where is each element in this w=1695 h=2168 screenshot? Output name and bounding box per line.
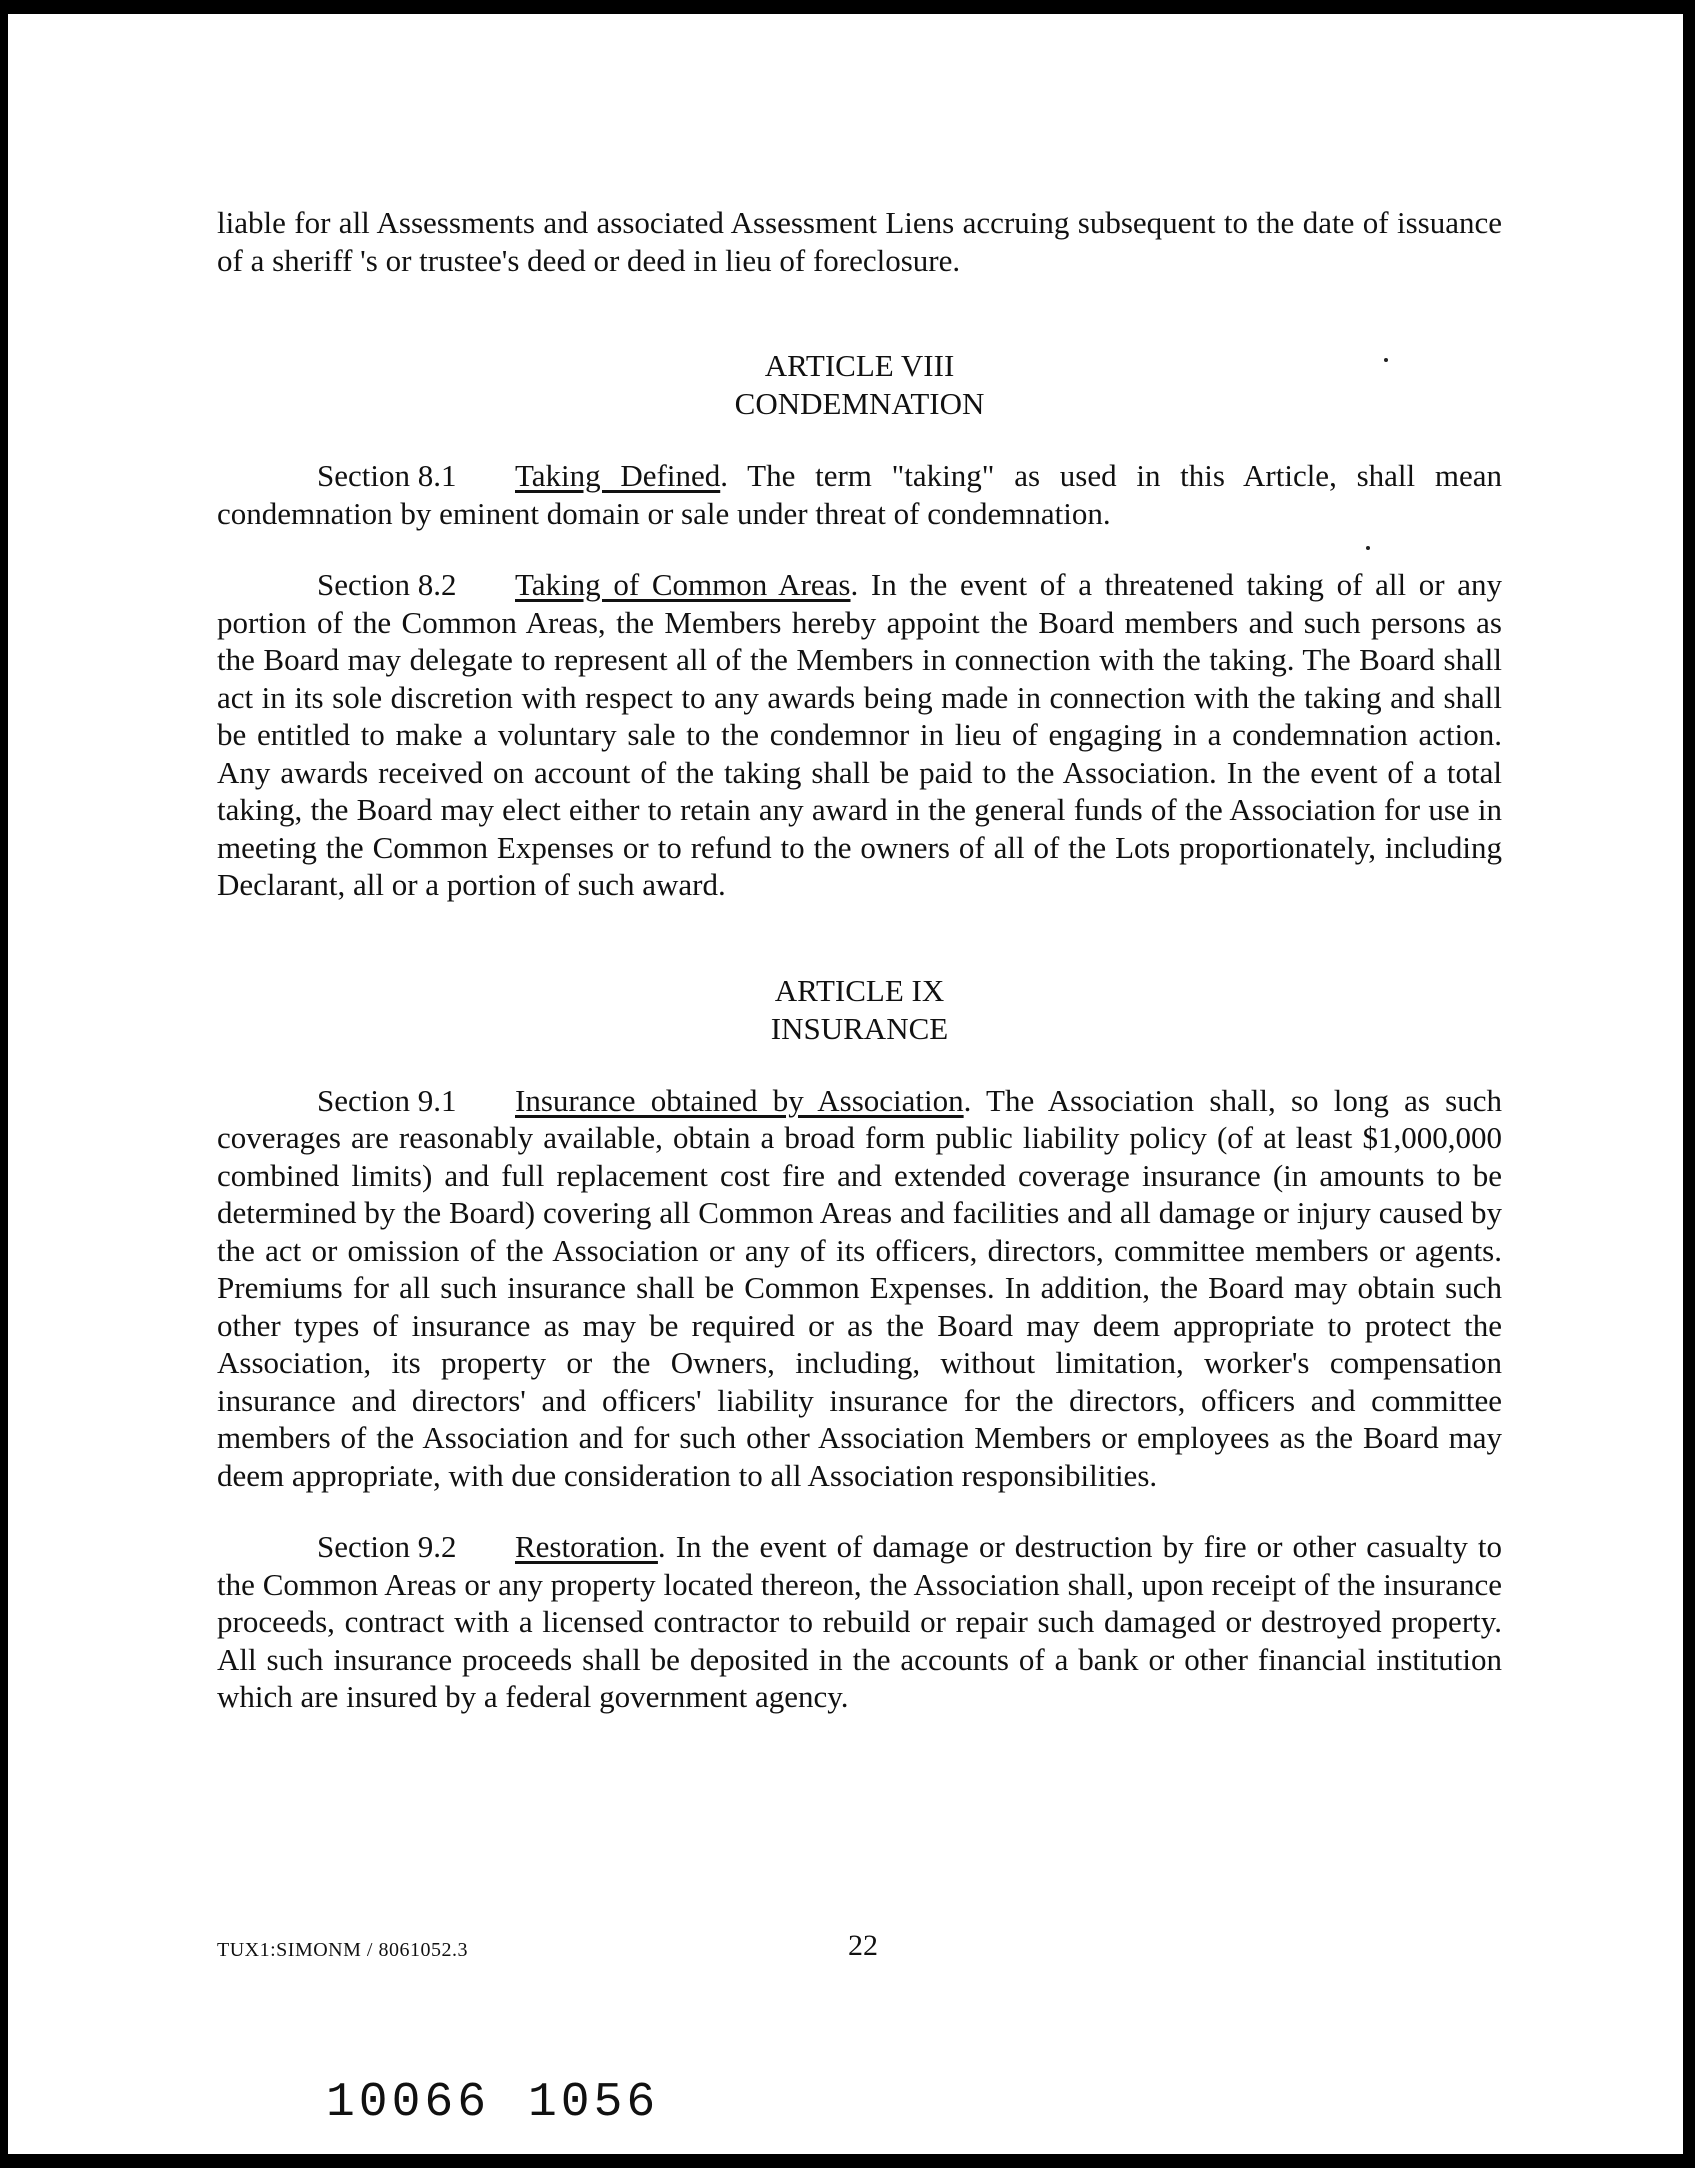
section-title: Taking of Common Areas: [515, 567, 851, 602]
section-body: . In the event of damage or destruction by fire or other casualty to the Common Areas or any property located thereon, the Association shall, upon receipt of the insurance proceeds, contract with a licensed contractor to rebuild or repair such damaged or destroyed property. All such insurance proceeds shall be deposited in the accounts of a bank or other financial institution which are insured by a federal government agency.: [217, 1529, 1502, 1714]
section-body: . In the event of a threatened taking of all or any portion of the Common Areas, the Members hereby appoint the Board members and such persons as the Board may delegate to represent all of the Members in connection with the taking. The Board shall act in its sole discretion with respect to any awards being made in connection with the taking and shall be entitled to make a voluntary sale to the condemnor in lieu of engaging in a condemnation action. Any awards received on account of the taking shall be paid to the Association. In the event of a total taking, the Board may elect either to retain any award in the general funds of the Association for use in meeting the Common Expenses or to refund to the owners of all of the Lots proportionately, including Declarant, all or a portion of such award.: [217, 567, 1503, 902]
section-title: Taking Defined: [515, 458, 721, 493]
section-9-2: [217, 1528, 1502, 1716]
document-code: TUX1:SIMONM / 8061052.3: [217, 1939, 468, 1961]
section-title: Restoration: [515, 1529, 658, 1564]
section-number: Section 9.1: [317, 1082, 457, 1118]
article-ix-heading: [217, 972, 1502, 1048]
article-number: ARTICLE IX: [774, 972, 945, 1008]
article-title: CONDEMNATION: [734, 386, 985, 421]
recording-page-number: 1056: [528, 2076, 660, 2130]
section-9-1: [217, 1082, 1502, 1495]
document-page: [8, 14, 1683, 2154]
article-viii-heading: [217, 347, 1502, 423]
section-body: . The term "taking" as used in this Article, shall mean condemnation by eminent domain or sale under threat of condemnation.: [217, 458, 1502, 531]
section-8-1: [217, 457, 1502, 532]
section-8-2: [217, 566, 1502, 904]
section-number: Section 9.2: [317, 1529, 457, 1564]
section-title: Insurance obtained by Association: [515, 1082, 964, 1118]
page-number: 22: [848, 1929, 878, 1962]
recording-book-number: 10066: [326, 2076, 491, 2130]
intro-paragraph: liable for all Assessments and associated Assessment Liens accruing subsequent to the date of issuance of a sheriff 's or trustee's deed or deed in lieu of foreclosure.: [217, 205, 1502, 278]
article-number: ARTICLE VIII: [764, 348, 955, 383]
section-body: . The Association shall, so long as such coverages are reasonably available, obtain a broad form public liability policy (of at least $1,000,000 combined limits) and full replacement cost fire and extended coverage insurance (in amounts to be determined by the Board) covering all Common Areas and facilities and all damage or injury caused by the act or omission of the Association or any of its officers, directors, committee members or agents. Premiums for all such insurance shall be Common Expenses. In addition, the Board may obtain such other types of insurance as may be required or as the Board may deem appropriate to protect the Association, its property or the Owners, including, without limitation, worker's compensation insurance and directors' and officers' liability insurance for the directors, officers and committee members of the Association and for such other Association Members or employees as the Board may deem appropriate, with due consideration to all Association responsibilities.: [217, 1082, 1502, 1493]
section-number: Section 8.2: [317, 567, 457, 602]
section-number: Section 8.1: [317, 458, 457, 493]
document-body: [217, 204, 1502, 1750]
article-title: INSURANCE: [770, 1010, 949, 1046]
